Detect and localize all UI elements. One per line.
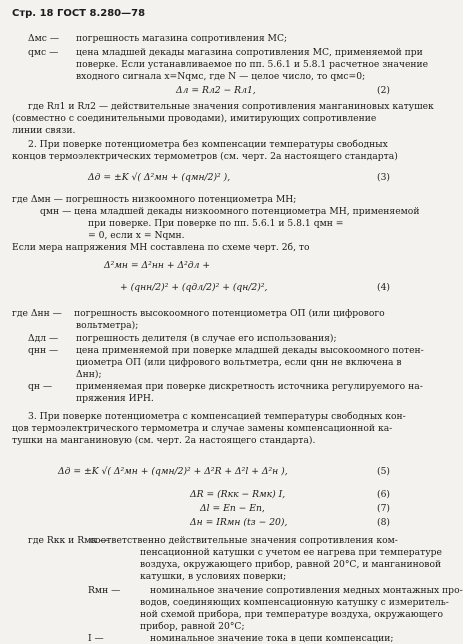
continuation-line: входного сигнала x=Nqмс, где N — целое число, то qмс=0; <box>76 71 366 82</box>
continuation-line: катушки, в условиях поверки; <box>140 571 287 582</box>
equation-text: Δл = Rл2 − Rл1, <box>176 85 256 96</box>
paragraph-line: Если мера напряжения МН составлена по схеме черт. 2б, то <box>12 242 310 253</box>
paragraph-line: тушки на манганиновую (см. черт. 2а настоящего стандарта). <box>12 435 316 446</box>
equation-line: Δ²мн = Δ²нн + Δ²дл + <box>104 260 211 271</box>
definition-line <box>28 345 424 356</box>
equation-number: (3) <box>376 172 390 183</box>
definition-term: I — <box>88 633 104 644</box>
continuation-line: вольтметра); <box>76 320 139 331</box>
equation-text: ΔR = (Rкк − Rмк) I, <box>190 489 286 500</box>
equation-text: Δl = En − En, <box>200 503 265 514</box>
definition-text: цена применяемой при поверке младшей декады высокоомного потен- <box>76 345 424 356</box>
definition-line <box>28 33 414 44</box>
equation-number: (2) <box>376 85 390 96</box>
paragraph-line: = 0, если x = Nqмн. <box>88 230 185 241</box>
definition-text: цена младшей декады магазина сопротивления МС, применяемой при <box>76 47 423 58</box>
definition-term: где Δнн — <box>12 308 62 319</box>
definition-line <box>88 633 414 644</box>
definition-term: qнн — <box>28 345 59 356</box>
definition-line <box>12 308 414 319</box>
definition-text: погрешность делителя (в случае его использования); <box>76 333 337 344</box>
equation-text: + (qнн/2)² + (qдл/2)² + (qн/2)², <box>120 282 268 293</box>
equation-line <box>58 466 414 477</box>
paragraph-line: где Rл1 и Rл2 — действительные значения сопротивления манганиновых катушек <box>28 101 434 112</box>
definition-term: qн — <box>28 381 53 392</box>
equation-text: Δн = IRмн (tз − 20), <box>190 517 288 528</box>
continuation-line: поверке. Если устанавливаемое по пп. 5.6.1 и 5.8.1 расчетное значение <box>76 59 429 70</box>
definition-term: qмс — <box>28 47 59 58</box>
definition-line <box>28 535 414 546</box>
continuation-line: воздуха, окружающего прибор, равной 20°С, и манганиновой <box>140 559 442 570</box>
continuation-line: циометра ОП (или цифрового вольтметра, если qнн не включена в <box>76 357 402 368</box>
definition-term: Δдл — <box>28 333 59 344</box>
paragraph-line: цов термоэлектрического термометра и случае замены компенсационной ка- <box>12 423 393 434</box>
equation-number: (4) <box>376 282 390 293</box>
definition-term: где Rкк и Rмк — <box>28 535 110 546</box>
equation-line <box>120 282 414 293</box>
equation-line <box>176 85 414 96</box>
definition-line <box>28 47 423 58</box>
definition-text: соответственно действительные значения сопротивления ком- <box>90 535 398 546</box>
continuation-line: водов, соединяющих компенсационную катушку с измеритель- <box>140 597 449 608</box>
equation-number: (7) <box>376 503 390 514</box>
definition-text: номинальное значение тока в цепи компенсации; <box>150 633 394 644</box>
equation-line <box>190 489 414 500</box>
paragraph-line: концов термоэлектрических термометров (см. черт. 2а настоящего стандарта) <box>12 151 398 162</box>
paragraph-line: 3. При поверке потенциометра с компенсацией температуры свободных кон- <box>28 411 406 422</box>
equation-text: Δд = ±K √( Δ²мн + (qмн/2)² + Δ²R + Δ²l + Δ²н ), <box>58 466 288 477</box>
page-header: Стр. 18 ГОСТ 8.280—78 <box>12 8 146 19</box>
definition-text: номинальное значение сопротивления медных монтажных про- <box>150 585 463 596</box>
equation-line <box>88 172 414 183</box>
continuation-line: ной схемой прибора, при температуре воздуха, окружающего <box>140 609 444 620</box>
definition-term: Rмн — <box>88 585 121 596</box>
definition-term: Δмс — <box>28 33 60 44</box>
equation-number: (6) <box>376 489 390 500</box>
equation-line <box>190 517 414 528</box>
equation-line <box>200 503 414 514</box>
continuation-line: Δнн); <box>76 369 102 380</box>
definition-text: применяемая при поверке дискретность источника регулируемого на- <box>76 381 423 392</box>
continuation-line: пряжения ИРН. <box>76 393 154 404</box>
paragraph-line: qмн — цена младшей декады низкоомного потенциометра МН, применяемой <box>40 206 420 217</box>
definition-line <box>28 381 423 392</box>
equation-text: Δд = ±K √( Δ²мн + (qмн/2)² ), <box>88 172 231 183</box>
equation-number: (5) <box>376 466 390 477</box>
definition-line <box>28 333 414 344</box>
paragraph-line: линии связи. <box>12 125 76 136</box>
paragraph-line: при поверке. При поверке по пп. 5.6.1 и 5.8.1 qмн = <box>88 218 344 229</box>
definition-text: погрешность магазина сопротивления МС; <box>76 33 288 44</box>
definition-text: погрешность высокоомного потенциометра ОП (или цифрового <box>74 308 385 319</box>
paragraph-line: (совместно с соединительными проводами), имитирующих сопротивление <box>12 113 377 124</box>
continuation-line: прибор, равной 20°С; <box>140 621 245 632</box>
definition-line <box>88 585 463 596</box>
equation-number: (8) <box>376 517 390 528</box>
paragraph-line: 2. При поверке потенциометра без компенсации температуры свободных <box>28 139 388 150</box>
paragraph-line: где Δмн — погрешность низкоомного потенциометра МН; <box>12 194 297 205</box>
continuation-line: пенсационной катушки с учетом ее нагрева при температуре <box>140 547 442 558</box>
